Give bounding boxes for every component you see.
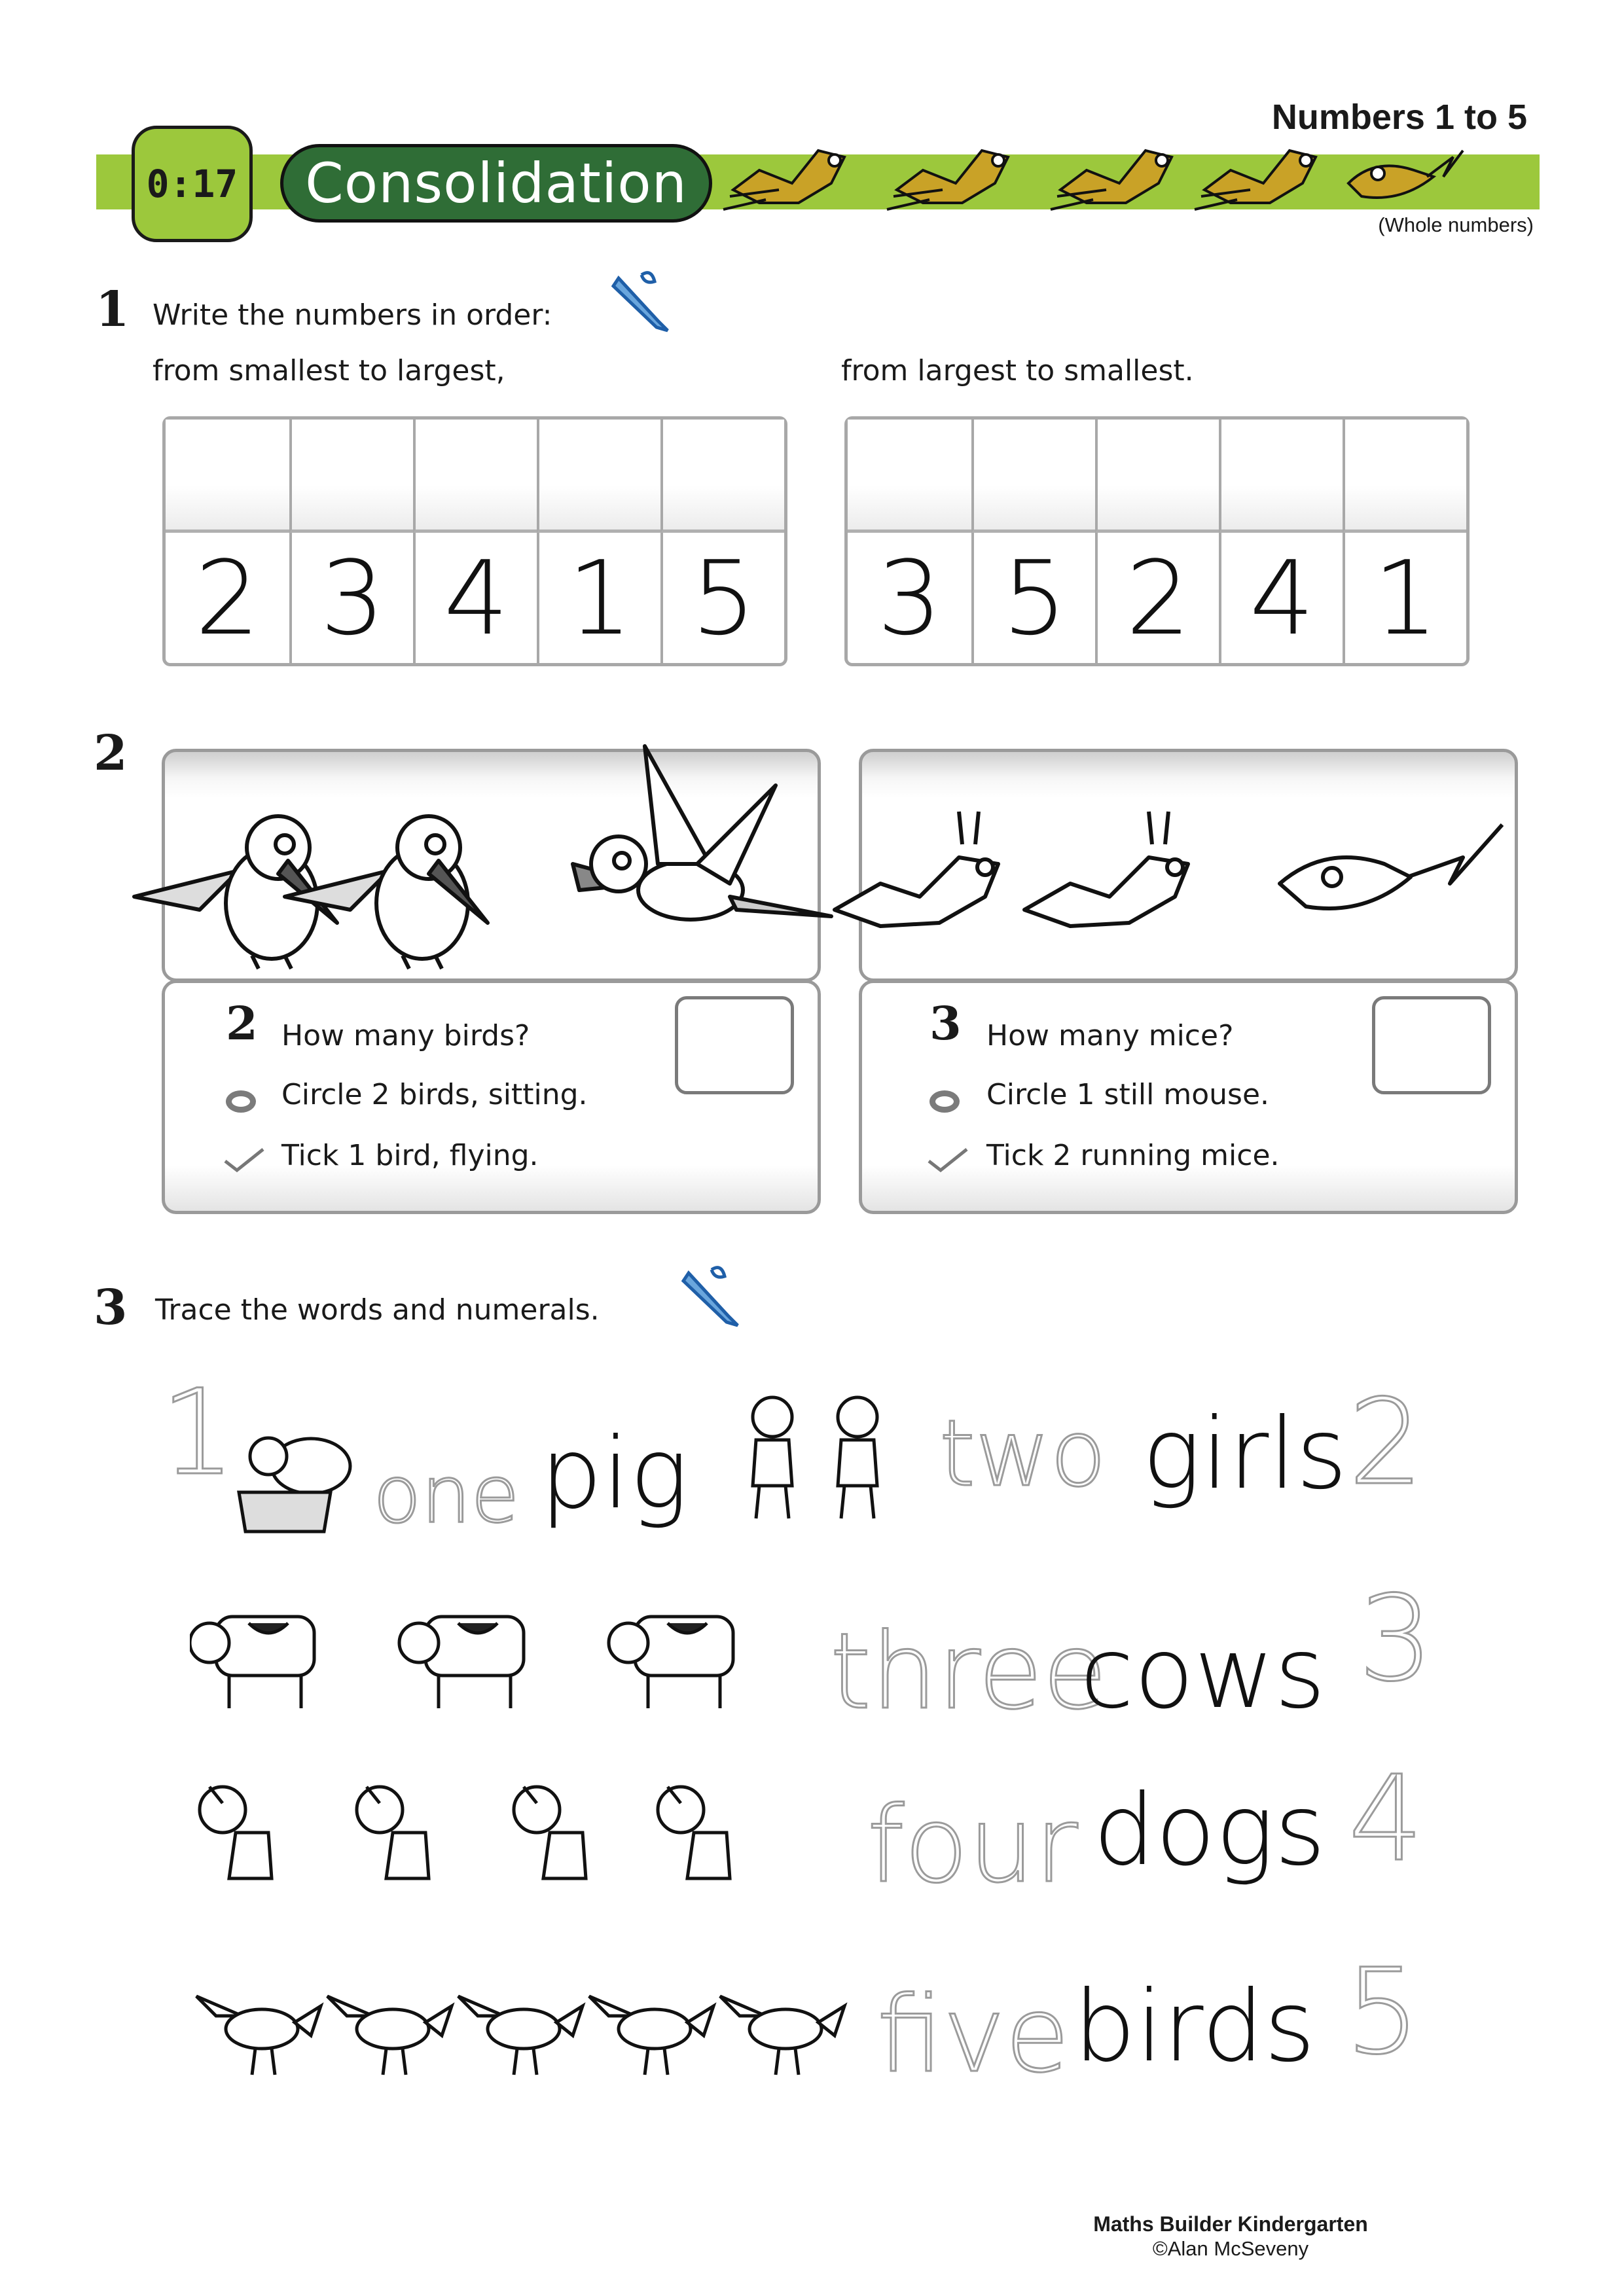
mice-circle-task: Circle 1 still mouse. [986,1078,1270,1111]
trace-numeral: 3 [1358,1571,1434,1708]
running-mouse-icon [1051,151,1172,209]
trace-word: one [373,1450,520,1541]
five-birds-icon [190,1977,890,2081]
cows-icon [190,1597,818,1715]
circle-icon [929,1090,960,1113]
trace-word: five [877,1973,1070,2096]
pencil-icon [676,1260,744,1332]
page-title: Consolidation [280,144,712,223]
running-mouse-icon [887,151,1008,209]
tick-icon [926,1147,969,1173]
running-mice-banner-illustration [720,111,1466,229]
answer-cell[interactable] [1095,420,1219,533]
lesson-code-badge: 0:17 [132,126,253,242]
dog-icon [200,1787,272,1878]
birds-illustration [121,733,841,982]
example-word: girls [1142,1397,1348,1511]
example-word: birds [1074,1970,1316,2084]
running-mouse-icon [1024,812,1188,926]
given-number: 2 [1095,533,1219,663]
circle-icon [226,1090,256,1113]
dog-icon [357,1787,429,1878]
flying-bird-icon [573,746,831,920]
left-order-label: from smallest to largest, [153,354,505,387]
mice-count-number: 3 [929,996,962,1050]
cow-icon [399,1617,524,1708]
trace-word: three [830,1610,1108,1732]
given-number: 1 [1343,533,1466,663]
answer-cell[interactable] [1219,420,1343,533]
birds-tick-task: Tick 1 bird, flying. [281,1139,539,1172]
still-mouse-icon [1348,151,1463,198]
footer-copyright: ©Alan McSeveny [1152,2237,1309,2260]
question-3-instruction: Trace the words and numerals. [155,1293,600,1327]
example-word: pig [540,1417,689,1531]
given-number: 4 [1219,533,1343,663]
answer-cell[interactable] [166,420,289,533]
bird-icon [327,1996,452,2075]
trace-numeral: 2 [1348,1374,1424,1511]
answer-cell[interactable] [971,420,1095,533]
answer-cell[interactable] [537,420,660,533]
girls-icon [733,1388,903,1525]
trace-word: two [939,1401,1107,1507]
dog-icon [658,1787,730,1878]
sitting-bird-icon [285,816,488,969]
cow-icon [609,1617,733,1708]
topic-title: Numbers 1 to 5 [1271,98,1527,137]
trace-word: four [867,1784,1078,1906]
largest-to-smallest-grid [844,416,1470,666]
running-mouse-icon [835,812,998,926]
mice-question: How many mice? [986,1019,1234,1052]
given-number: 5 [660,533,784,663]
cow-icon [190,1617,314,1708]
birds-answer-box[interactable] [675,996,794,1094]
dog-icon [514,1787,586,1878]
answer-cell[interactable] [1343,420,1466,533]
question-3-number: 3 [94,1280,128,1336]
trace-numeral: 4 [1348,1751,1424,1888]
birds-circle-task: Circle 2 birds, sitting. [281,1078,588,1111]
pig-icon [232,1420,357,1538]
still-mouse-icon [1280,825,1502,908]
answer-cell[interactable] [660,420,784,533]
bird-icon [589,1996,713,2075]
question-1-instruction: Write the numbers in order: [153,298,552,332]
trace-numeral: 5 [1345,1944,1420,2081]
mice-answer-box[interactable] [1372,996,1491,1094]
footer-book-title: Maths Builder Kindergarten [1093,2212,1368,2236]
given-number: 3 [876,538,943,658]
birds-count-number: 2 [226,996,258,1050]
right-order-label: from largest to smallest. [841,354,1194,387]
tick-icon [223,1147,266,1173]
bird-icon [720,1996,844,2075]
answer-cell[interactable] [848,420,971,533]
dogs-icon [190,1774,766,1892]
given-number: 2 [194,538,261,658]
example-word: dogs [1093,1774,1326,1888]
bird-icon [196,1996,321,2075]
given-number: 5 [971,533,1095,663]
pencil-icon [605,265,674,337]
given-number: 1 [537,533,660,663]
smallest-to-largest-grid [162,416,787,666]
question-1-number: 1 [96,281,130,338]
answer-cell[interactable] [413,420,537,533]
birds-question: How many birds? [281,1019,530,1052]
given-number: 4 [413,533,537,663]
running-mouse-icon [723,151,844,209]
example-word: cows [1080,1617,1326,1731]
mice-tick-task: Tick 2 running mice. [986,1139,1280,1172]
answer-cell[interactable] [289,420,413,533]
running-mouse-icon [1195,151,1316,209]
bird-icon [458,1996,583,2075]
trace-numeral: 1 [160,1365,236,1501]
given-number: 3 [289,533,413,663]
topic-subtitle: (Whole numbers) [1378,213,1534,236]
question-2-number: 2 [94,725,128,781]
mice-illustration [828,785,1515,956]
